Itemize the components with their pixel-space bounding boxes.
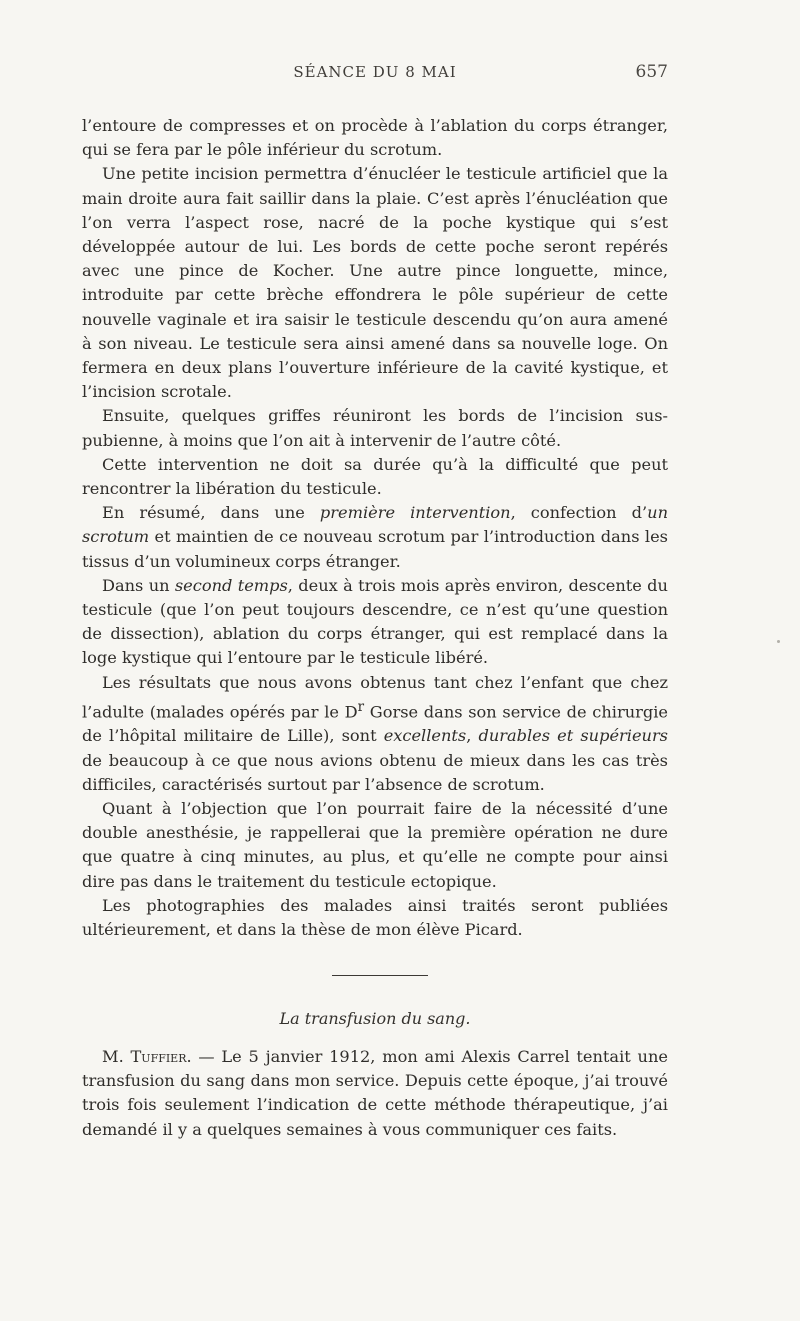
paragraph-emphasis: second temps [174, 575, 288, 595]
summary-paragraph [82, 501, 668, 574]
page-number: 657 [635, 62, 668, 82]
results-text: , [466, 726, 479, 746]
superscript: r [357, 698, 365, 715]
section-title: La transfusion du sang. [279, 1009, 471, 1028]
summary-emphasis: première intervention [319, 503, 511, 523]
paragraph: l’entoure de compresses et on procède à l’ablation du corps étranger, qui se fera par le pôle inférieur du scrotum. [82, 116, 668, 160]
results-text: Gorse dans son service de chirurgie de l’hôpital militaire de Lille), sont [82, 702, 668, 746]
results-text: de beaucoup à ce que nous avions obtenu de mieux dans les cas très difficiles, caractérisés surtout par l’absence de scrotum. [82, 750, 668, 794]
section-divider [332, 975, 428, 976]
paragraph: Cette intervention ne doit sa durée qu’à la difficulté que peut rencontrer la libération du testicule. [82, 454, 668, 499]
paragraph: Quant à l’objection que l’on pourrait faire de la nécessité d’une double anesthésie, je rappellerai que la première opération ne dure que quatre à cinq minutes, au plus, et qu’elle ne compte pour ainsi dire pas dans le traitement du testicule ectopique. [82, 799, 668, 891]
summary-text: et maintien de ce nouveau scrotum par l’introduction dans les tissus d’un volumineux corps étranger. [82, 527, 668, 571]
summary-text: , confection d’ [510, 503, 648, 523]
paragraph-text: , deux à trois mois après environ, descente du testicule (que l’on peut toujours descendre, ce n’est qu’une question de dissection), ablation du corps étranger, qui est remplacé dans la loge kystique qui l’entoure par le testicule libéré. [82, 575, 668, 668]
running-title: SÉANCE DU 8 MAI [293, 63, 457, 81]
results-paragraph [82, 671, 668, 797]
summary-emphasis: un scrotum [82, 503, 668, 547]
paragraph: Une petite incision permettra d’énucléer le testicule artificiel que la main droite aura fait saillir dans la plaie. C’est après l’énucléation que l’on verra l’aspect rose, nacré de la poche kystique qui s’est développée autour de lui. Les bords de cette poche seront repérés avec une pince de Kocher. Une autre pince longuette, mince, introduite par cette brèche effondrera le pôle supérieur de cette nouvelle vaginale et ira saisir le testicule descendu qu’on aura amené à son niveau. Le testicule sera ainsi amené dans sa nouvelle loge. On fermera en deux plans l’ouverture inférieure de la cavité kystique, et l’incision scrotale. [82, 164, 668, 402]
results-emphasis: durables et supérieurs [478, 726, 668, 746]
results-emphasis: excellents [383, 726, 467, 746]
paper-mark [777, 640, 780, 643]
results-text: Les résultats que nous avons obtenus tant chez l’enfant que chez l’adulte (malades opérés par le D [82, 672, 668, 722]
main-text [82, 114, 668, 942]
paragraph-text: Dans un [102, 575, 175, 595]
running-head [82, 58, 668, 86]
paragraph: Les photographies des malades ainsi traités seront publiées ultérieurement, et dans la thèse de mon élève Picard. [82, 895, 668, 940]
section-paragraph [82, 1045, 668, 1142]
speaker-name: M. Tuffier. [102, 1047, 192, 1066]
paragraph: Ensuite, quelques griffes réuniront les bords de l’incision sus-pubienne, à moins que l’on ait à intervenir de l’autre côté. [82, 406, 668, 450]
section-body [82, 1045, 668, 1142]
section-text: — Le 5 janvier 1912, mon ami Alexis Carrel tentait une transfusion du sang dans mon service. Depuis cette époque, j’ai trouvé trois fois seulement l’indication de cette méthode thérapeutique, j’ai demandé il y a quelques semaines à vous communiquer ces faits. [82, 1047, 668, 1139]
summary-text: En résumé, dans une [102, 503, 320, 523]
second-time-paragraph [82, 574, 668, 671]
